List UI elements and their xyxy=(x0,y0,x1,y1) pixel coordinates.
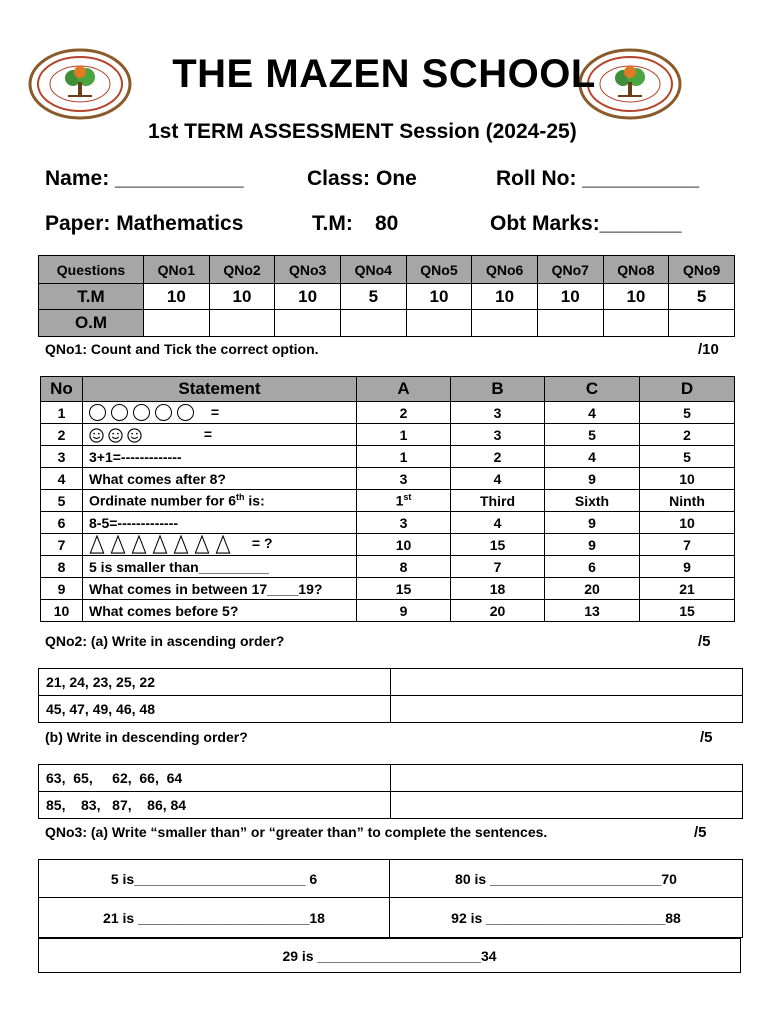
option-b[interactable]: Third xyxy=(451,490,545,512)
paper-field: Paper: Mathematics xyxy=(45,212,244,235)
option-b[interactable]: 18 xyxy=(451,578,545,600)
col-header-c: C xyxy=(545,377,640,402)
col-header-b: B xyxy=(451,377,545,402)
row-number: 7 xyxy=(41,534,83,556)
obtained-mark-cell xyxy=(537,310,603,337)
statement-cell: What comes in between 17____19? xyxy=(83,578,357,600)
question-header: QNo1 xyxy=(144,256,210,284)
table-row xyxy=(41,446,735,468)
smiley-icon xyxy=(89,428,104,443)
circle-icon xyxy=(155,404,172,421)
table-row xyxy=(41,468,735,490)
circle-icon xyxy=(89,404,106,421)
triangle-icon xyxy=(110,535,126,554)
qno3-heading: QNo3: (a) Write “smaller than” or “greater than” to complete the sentences. xyxy=(45,824,548,840)
triangle-icon xyxy=(131,535,147,554)
question-header: QNo6 xyxy=(472,256,538,284)
statement-text-end: is: xyxy=(244,492,265,509)
option-a-text: 1 xyxy=(395,492,404,509)
question-header: QNo2 xyxy=(209,256,275,284)
option-c[interactable]: 9 xyxy=(545,512,640,534)
total-mark-cell: 10 xyxy=(406,284,472,310)
table-row xyxy=(41,556,735,578)
total-mark-cell: 10 xyxy=(603,284,669,310)
statement-cell xyxy=(83,534,357,556)
obtained-mark-cell xyxy=(340,310,406,337)
col-header-a: A xyxy=(357,377,451,402)
comparison-sentence[interactable]: 29 is _____________________34 xyxy=(39,939,741,973)
qno3-marks: /5 xyxy=(694,824,707,841)
option-d[interactable]: 10 xyxy=(640,512,735,534)
table-row xyxy=(41,578,735,600)
option-a[interactable]: 10 xyxy=(357,534,451,556)
obtained-mark-cell xyxy=(472,310,538,337)
statement-cell: 3+1=------------- xyxy=(83,446,357,468)
option-d[interactable]: 9 xyxy=(640,556,735,578)
option-a[interactable]: 9 xyxy=(357,600,451,622)
comparison-table-last xyxy=(38,938,741,973)
qno1-marks: /10 xyxy=(698,341,719,358)
table-row xyxy=(41,600,735,622)
qno2a-marks: /5 xyxy=(698,633,711,650)
superscript: th xyxy=(236,492,245,503)
comparison-sentence[interactable]: 5 is______________________ 6 xyxy=(39,860,390,898)
roll-field: Roll No: __________ xyxy=(496,167,700,190)
option-a[interactable]: 1 xyxy=(357,424,451,446)
comparison-sentence[interactable]: 92 is _______________________88 xyxy=(390,898,743,938)
circle-icon xyxy=(133,404,150,421)
statement-cell xyxy=(83,402,357,424)
obtained-marks-field: Obt Marks:_______ xyxy=(490,212,682,235)
row-number: 10 xyxy=(41,600,83,622)
qno1-table xyxy=(40,376,735,622)
obtained-mark-cell xyxy=(603,310,669,337)
obtained-mark-cell xyxy=(669,310,735,337)
qno2b-marks: /5 xyxy=(700,729,713,746)
obtained-mark-cell xyxy=(406,310,472,337)
option-b[interactable]: 4 xyxy=(451,468,545,490)
option-c[interactable]: 9 xyxy=(545,468,640,490)
total-mark-cell: 10 xyxy=(275,284,341,310)
statement-cell: 8-5=------------- xyxy=(83,512,357,534)
triangle-icon xyxy=(152,535,168,554)
option-d[interactable]: 5 xyxy=(640,446,735,468)
option-c[interactable]: Sixth xyxy=(545,490,640,512)
table-row xyxy=(41,490,735,512)
statement-text: Ordinate number for 6 xyxy=(89,492,237,509)
option-b[interactable]: 3 xyxy=(451,402,545,424)
triangle-icon xyxy=(173,535,189,554)
question-header: QNo5 xyxy=(406,256,472,284)
triangle-icon xyxy=(215,535,231,554)
statement-text: = ? xyxy=(251,535,273,552)
statement-cell: What comes before 5? xyxy=(83,600,357,622)
triangle-icon xyxy=(194,535,210,554)
question-header: QNo3 xyxy=(275,256,341,284)
option-c[interactable]: 5 xyxy=(545,424,640,446)
statement-text: = xyxy=(203,426,213,443)
obtained-mark-cell xyxy=(209,310,275,337)
comparison-sentence[interactable]: 21 is ______________________18 xyxy=(39,898,390,938)
comparison-table xyxy=(38,859,743,938)
option-a[interactable]: 15 xyxy=(357,578,451,600)
option-a[interactable]: 3 xyxy=(357,512,451,534)
option-b[interactable]: 20 xyxy=(451,600,545,622)
row-label-obtained-marks: O.M xyxy=(39,310,144,337)
answer-cell[interactable] xyxy=(391,765,743,792)
row-number: 4 xyxy=(41,468,83,490)
total-mark-cell: 5 xyxy=(669,284,735,310)
qno2a-heading: QNo2: (a) Write in ascending order? xyxy=(45,633,285,649)
row-label-total-marks: T.M xyxy=(39,284,144,310)
table-row xyxy=(41,402,735,424)
table-row xyxy=(41,534,735,556)
obtained-mark-cell xyxy=(144,310,210,337)
row-number: 9 xyxy=(41,578,83,600)
total-marks-value: 80 xyxy=(375,212,399,235)
option-c[interactable]: 9 xyxy=(545,534,640,556)
name-field: Name: ___________ xyxy=(45,167,244,190)
statement-cell: What comes after 8? xyxy=(83,468,357,490)
option-a[interactable]: 1 xyxy=(357,446,451,468)
answer-cell[interactable] xyxy=(391,792,743,819)
total-mark-cell: 10 xyxy=(144,284,210,310)
option-b[interactable]: 3 xyxy=(451,424,545,446)
descending-table xyxy=(38,764,743,819)
option-c[interactable]: 4 xyxy=(545,402,640,424)
row-number: 3 xyxy=(41,446,83,468)
row-number: 2 xyxy=(41,424,83,446)
ascending-table xyxy=(38,668,743,723)
col-header-statement: Statement xyxy=(83,377,357,402)
statement-cell: 5 is smaller than_________ xyxy=(83,556,357,578)
answer-cell[interactable] xyxy=(391,669,743,696)
qno1-heading: QNo1: Count and Tick the correct option. xyxy=(45,341,319,357)
qno2b-heading: (b) Write in descending order? xyxy=(45,729,248,745)
school-title: THE MAZEN SCHOOL xyxy=(172,52,596,96)
option-b[interactable]: 15 xyxy=(451,534,545,556)
row-label-questions: Questions xyxy=(39,256,144,284)
statement-cell xyxy=(83,490,357,512)
smiley-icon xyxy=(108,428,123,443)
option-d[interactable]: 5 xyxy=(640,402,735,424)
total-mark-cell: 10 xyxy=(472,284,538,310)
row-number: 5 xyxy=(41,490,83,512)
total-marks-label: T.M: xyxy=(312,212,353,235)
option-c[interactable]: 13 xyxy=(545,600,640,622)
option-c[interactable]: 20 xyxy=(545,578,640,600)
total-mark-cell: 10 xyxy=(537,284,603,310)
statement-text: = xyxy=(210,403,220,420)
option-a[interactable]: 2 xyxy=(357,402,451,424)
statement-cell xyxy=(83,424,357,446)
option-c[interactable]: 4 xyxy=(545,446,640,468)
ascending-numbers: 45, 47, 49, 46, 48 xyxy=(39,696,391,723)
table-row xyxy=(41,424,735,446)
ascending-numbers: 21, 24, 23, 25, 22 xyxy=(39,669,391,696)
triangle-icon xyxy=(89,535,105,554)
class-label: Class: xyxy=(307,167,371,190)
option-b[interactable]: 2 xyxy=(451,446,545,468)
option-d[interactable]: Ninth xyxy=(640,490,735,512)
row-number: 8 xyxy=(41,556,83,578)
total-mark-cell: 10 xyxy=(209,284,275,310)
circle-icon xyxy=(177,404,194,421)
smiley-icon xyxy=(127,428,142,443)
option-b[interactable]: 4 xyxy=(451,512,545,534)
option-d[interactable]: 21 xyxy=(640,578,735,600)
comparison-sentence[interactable]: 80 is ______________________70 xyxy=(390,860,743,898)
row-number: 1 xyxy=(41,402,83,424)
class-value: One xyxy=(376,167,417,190)
circle-icon xyxy=(111,404,128,421)
option-a[interactable] xyxy=(357,490,451,512)
question-header: QNo9 xyxy=(669,256,735,284)
option-a[interactable]: 8 xyxy=(357,556,451,578)
option-d[interactable]: 7 xyxy=(640,534,735,556)
marks-table xyxy=(38,255,735,337)
descending-numbers: 85, 83, 87, 86, 84 xyxy=(39,792,391,819)
question-header: QNo7 xyxy=(537,256,603,284)
table-row xyxy=(41,512,735,534)
option-d[interactable]: 15 xyxy=(640,600,735,622)
descending-numbers: 63, 65, 62, 66, 64 xyxy=(39,765,391,792)
superscript: st xyxy=(403,492,412,503)
answer-cell[interactable] xyxy=(391,696,743,723)
assessment-title: 1st TERM ASSESSMENT Session (2024-25) xyxy=(148,120,577,143)
col-header-d: D xyxy=(640,377,735,402)
total-mark-cell: 5 xyxy=(340,284,406,310)
option-c[interactable]: 6 xyxy=(545,556,640,578)
row-number: 6 xyxy=(41,512,83,534)
option-a[interactable]: 3 xyxy=(357,468,451,490)
option-d[interactable]: 2 xyxy=(640,424,735,446)
col-header-no: No xyxy=(41,377,83,402)
question-header: QNo8 xyxy=(603,256,669,284)
option-b[interactable]: 7 xyxy=(451,556,545,578)
option-d[interactable]: 10 xyxy=(640,468,735,490)
question-header: QNo4 xyxy=(340,256,406,284)
obtained-mark-cell xyxy=(275,310,341,337)
